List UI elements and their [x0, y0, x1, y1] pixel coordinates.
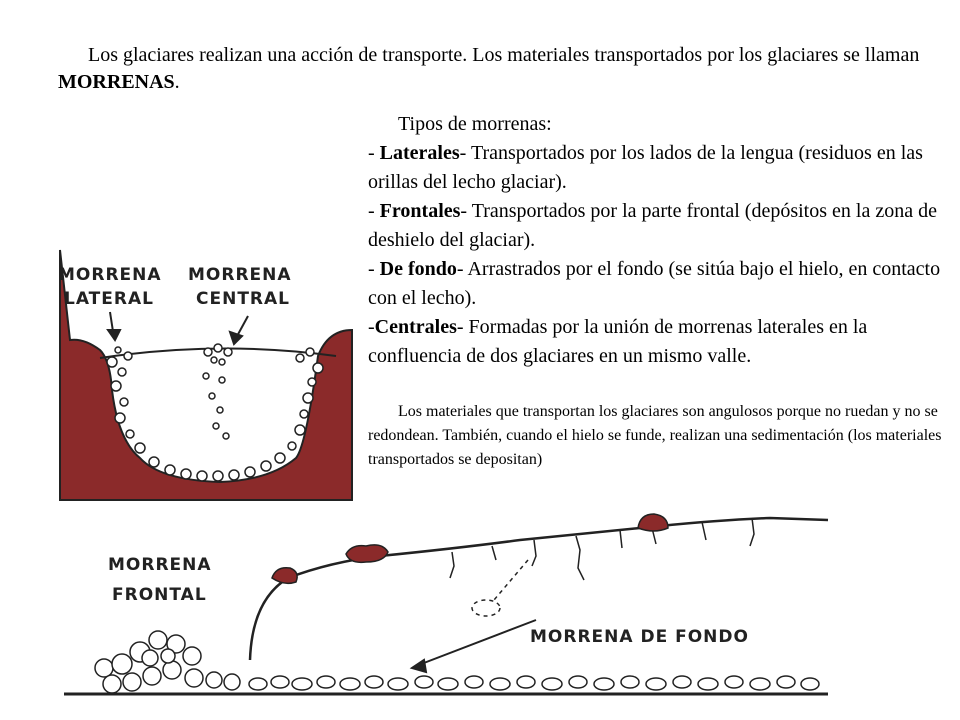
central-arrow — [230, 316, 248, 344]
label-fondo: MORRENA DE FONDO — [530, 627, 749, 647]
type-term: Centrales — [374, 316, 457, 338]
bed-debris — [249, 676, 819, 690]
note-paragraph: Los materiales que transportan los glaciares son angulosos porque no ruedan y no se redondean. También, cuando el hielo se funde, realizan una sedimentación (los materiales transportados se depositan) — [368, 403, 942, 468]
type-prefix: - — [368, 316, 375, 338]
type-term: De fondo — [379, 258, 457, 280]
type-term: Frontales — [379, 200, 461, 222]
label-frontal-1: MORRENA — [108, 555, 212, 575]
label-frontal-2: FRONTAL — [112, 585, 207, 605]
lateral-arrow — [108, 312, 120, 340]
label-lateral-2: LATERAL — [64, 289, 154, 309]
type-prefix: - — [368, 258, 380, 280]
intro-end: . — [174, 71, 180, 93]
type-desc: - Transportados por los lados de la lengua (residuos en las orillas del lecho glaciar). — [368, 142, 923, 193]
type-prefix: - — [368, 142, 380, 164]
label-lateral-1: MORRENA — [58, 265, 162, 285]
surface-rocks — [272, 514, 668, 583]
intro-text: Los glaciares realizan una acción de transporte. Los materiales transportados por los glaciares se llaman — [88, 44, 920, 66]
label-central-2: CENTRAL — [196, 289, 290, 309]
central-debris — [203, 344, 232, 439]
valley-cross-section — [58, 250, 352, 500]
longitudinal-section — [64, 514, 828, 694]
frontal-pile — [95, 631, 240, 693]
label-central-1: MORRENA — [188, 265, 292, 285]
fondo-arrow — [412, 620, 536, 672]
bottom-debris-path — [472, 560, 528, 616]
crevasses — [450, 518, 754, 580]
type-desc: - Formadas por la unión de morrenas laterales en la confluencia de dos glaciares en un mismo valle. — [368, 316, 868, 367]
type-prefix: - — [368, 200, 380, 222]
type-desc: - Arrastrados por el fondo (se sitúa bajo el hielo, en contacto con el lecho). — [368, 258, 941, 309]
type-desc: - Transportados por la parte frontal (depósitos en la zona de deshielo del glaciar). — [368, 200, 937, 251]
intro-emphasis: MORRENAS — [58, 71, 175, 93]
type-term: Laterales — [379, 142, 460, 164]
types-heading: Tipos de morrenas: — [398, 113, 552, 135]
